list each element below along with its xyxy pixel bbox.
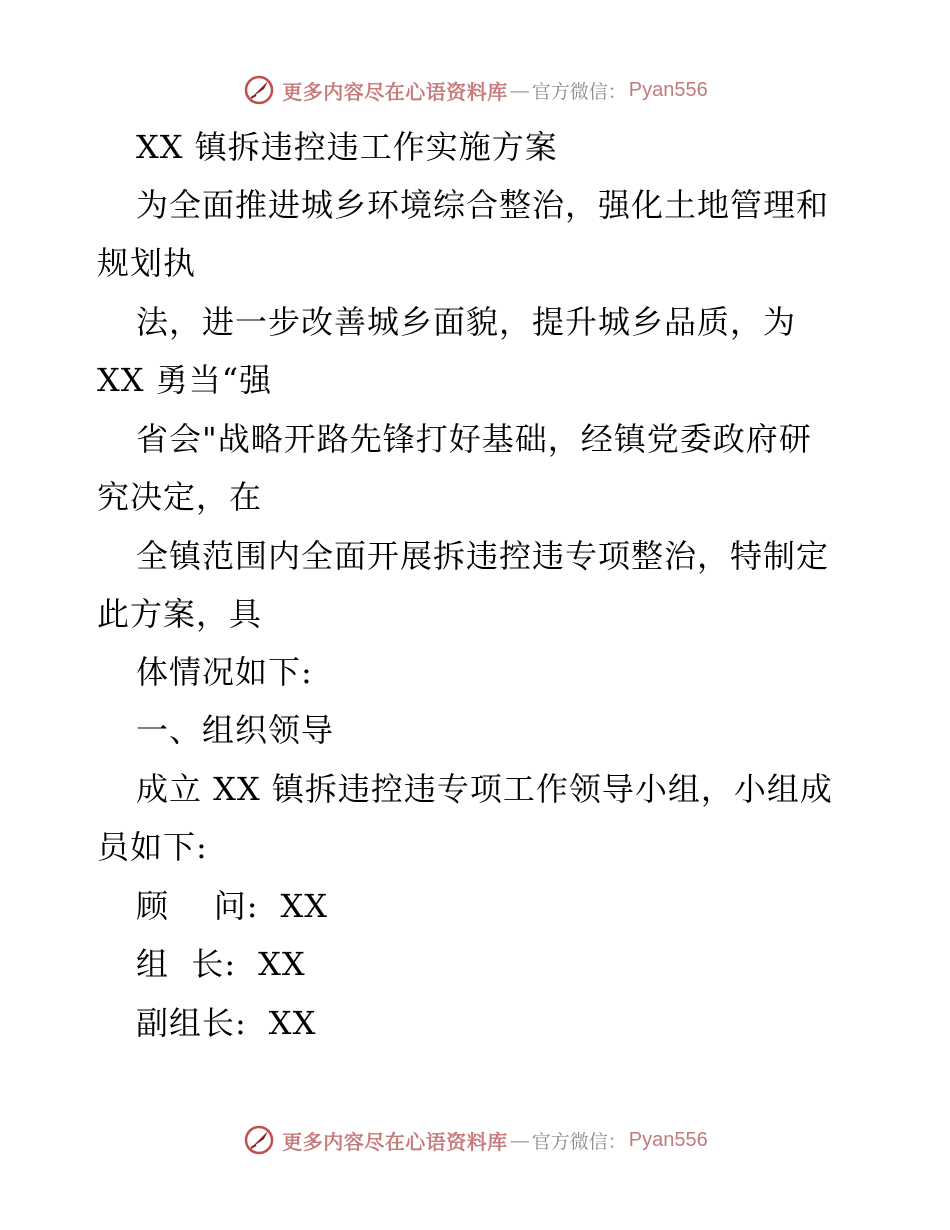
paragraph-line: 成立 XX 镇拆违控违专项工作领导小组，小组成 bbox=[136, 770, 833, 808]
banner-dash: — bbox=[509, 78, 530, 102]
document-title: XX 镇拆违控违工作实施方案 bbox=[136, 128, 558, 166]
paragraph-line: 省会"战略开路先锋打好基础，经镇党委政府研 bbox=[136, 420, 812, 458]
paragraph-line: 体情况如下: bbox=[136, 653, 313, 691]
member-name: XX bbox=[268, 1004, 317, 1042]
member-name: XX bbox=[258, 945, 306, 983]
member-row-deputy-leader bbox=[136, 1003, 316, 1043]
member-name: XX bbox=[280, 887, 329, 925]
brand-text: 更多内容尽在心语资料库 bbox=[282, 1129, 508, 1154]
official-wechat-label: 官方微信： bbox=[531, 1130, 627, 1153]
paragraph-line: 全镇范围内全面开展拆违控违专项整治，特制定 bbox=[136, 537, 830, 575]
paragraph-line: 法，进一步改善城乡面貌，提升城乡品质，为 bbox=[136, 303, 797, 341]
paragraph-line: 究决定，在 bbox=[97, 478, 263, 516]
banner-dash: — bbox=[509, 1128, 530, 1152]
paragraph-line: 规划执 bbox=[97, 244, 197, 282]
header-watermark-banner bbox=[0, 70, 950, 110]
wechat-id: Pyan556 bbox=[628, 1128, 708, 1151]
member-row-leader bbox=[136, 944, 306, 984]
member-row-advisor bbox=[136, 886, 328, 926]
member-role: 副组长: bbox=[136, 1004, 247, 1042]
brand-text: 更多内容尽在心语资料库 bbox=[282, 79, 508, 104]
official-wechat-label: 官方微信： bbox=[531, 80, 627, 103]
footer-watermark-banner bbox=[0, 1120, 950, 1160]
quill-pen-logo-icon bbox=[242, 1123, 276, 1157]
paragraph-line: 为全面推进城乡环境综合整治，强化土地管理和 bbox=[136, 186, 830, 224]
member-role: 组 长: bbox=[136, 945, 237, 983]
member-role: 顾 问: bbox=[136, 887, 259, 925]
paragraph-line: XX 勇当“强 bbox=[97, 361, 273, 399]
paragraph-line: 此方案，具 bbox=[97, 595, 263, 633]
wechat-id: Pyan556 bbox=[628, 78, 708, 101]
quill-pen-logo-icon bbox=[242, 73, 276, 107]
section-heading: 一、组织领导 bbox=[136, 711, 335, 749]
paragraph-line: 员如下: bbox=[97, 828, 208, 866]
